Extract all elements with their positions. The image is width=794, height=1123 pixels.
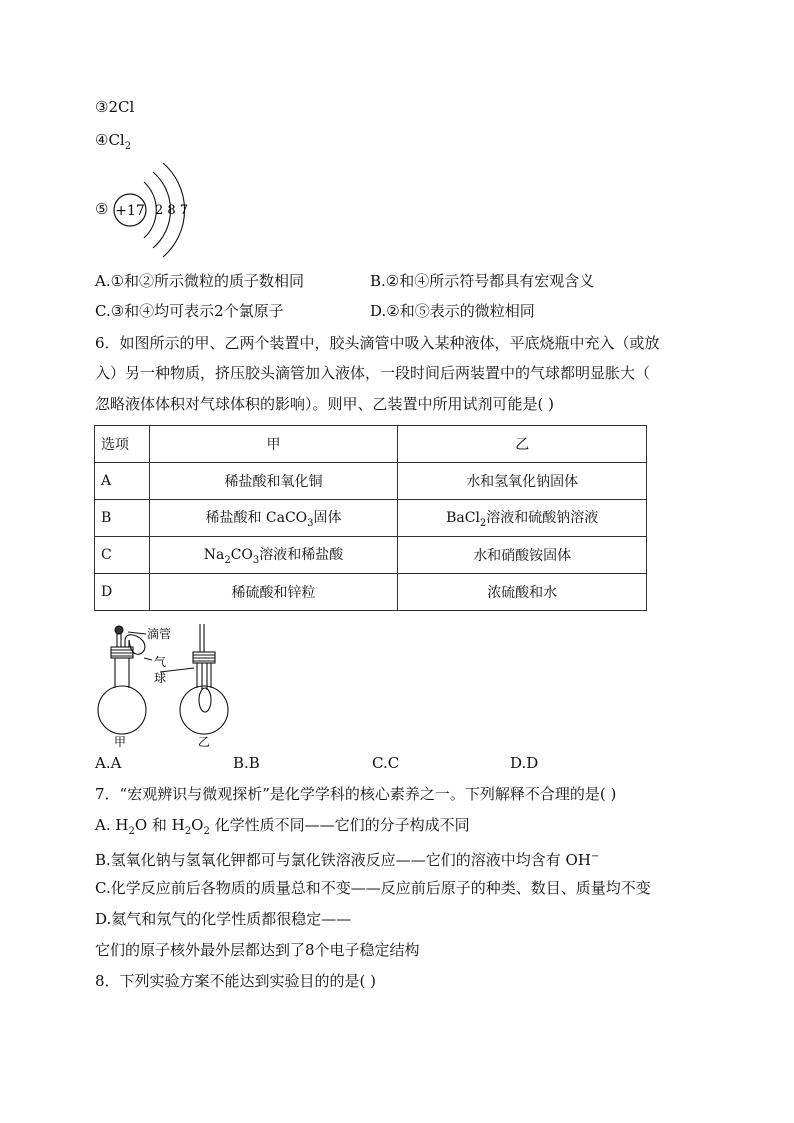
label-jia: 甲 xyxy=(114,735,127,749)
q8-stem: 8．下列实验方案不能达到实验目的的是( ) xyxy=(95,972,377,990)
nucleus-charge: +17 xyxy=(115,203,145,219)
row-a-yi: 水和氢氧化钠固体 xyxy=(398,463,647,500)
q6-options-table xyxy=(94,425,647,611)
table-header-row xyxy=(95,426,647,463)
row-c-option: C xyxy=(95,537,150,574)
table-row xyxy=(95,463,647,500)
q6-option-a: A.A xyxy=(95,754,122,772)
q7-option-b: B.氢氧化钠与氢氧化钾都可与氯化铁溶液反应——它们的溶液中均含有 OH− xyxy=(95,851,600,869)
table-row xyxy=(95,537,647,574)
row-b-option: B xyxy=(95,500,150,537)
q6-option-d: D.D xyxy=(510,754,539,772)
q7-option-d-line-1: D.氦气和氖气的化学性质都很稳定—— xyxy=(95,910,352,928)
item-4-subscript: 2 xyxy=(124,141,132,152)
q7-stem: 7．“宏观辨识与微观探析”是化学学科的核心素养之一。下列解释不合理的是( ) xyxy=(95,785,617,803)
apparatus-figure xyxy=(92,622,242,750)
q5-item-3 xyxy=(95,97,134,117)
q6-stem-line-1: 6．如图所示的甲、乙两个装置中，胶头滴管中吸入某种液体，平底烧瓶中充入（或放 xyxy=(95,334,660,352)
q5-item-5-mark: ⑤ xyxy=(95,200,109,218)
q7-option-a: A. $H_2O$ 和 $H_2O_2$ 化学性质不同——它们的分子构成不同 xyxy=(95,816,470,837)
circled-3: ③ xyxy=(95,98,109,116)
label-balloon-1: 气 xyxy=(154,655,167,669)
chlorine-atom-structure-diagram xyxy=(108,160,198,258)
row-d-yi: 浓硫酸和水 xyxy=(398,574,647,611)
row-b-jia: 稀盐酸和 CaCO$_3$固体 xyxy=(149,500,398,537)
q7-option-c: C.化学反应前后各物质的质量总和不变——反应前后原子的种类、数目、质量均不变 xyxy=(95,879,651,897)
q6-stem-line-3: 忽略液体体积对气球体积的影响）。则甲、乙装置中所用试剂可能是( ) xyxy=(95,395,554,413)
q7-option-d-line-2: 它们的原子核外最外层都达到了8个电子稳定结构 xyxy=(95,941,420,959)
row-c-yi: 水和硝酸铵固体 xyxy=(398,537,647,574)
flask-yi xyxy=(180,686,228,734)
q6-option-c: C.C xyxy=(372,754,400,772)
balloon-yi xyxy=(199,688,211,712)
row-d-jia: 稀硫酸和锌粒 xyxy=(149,574,398,611)
q5-item-4 xyxy=(95,130,131,157)
label-balloon-2: 球 xyxy=(154,671,167,685)
table-row xyxy=(95,574,647,611)
q6-stem-line-2: 入）另一种物质，挤压胶头滴管加入液体，一段时间后两装置中的气球都明显胀大（ xyxy=(95,364,651,382)
table-row xyxy=(95,500,647,537)
item-3-formula: 2Cl xyxy=(108,98,135,116)
q5-option-d: D.②和⑤表示的微粒相同 xyxy=(370,302,535,320)
item-4-formula: Cl xyxy=(108,131,125,149)
header-jia: 甲 xyxy=(149,426,398,463)
row-a-option: A xyxy=(95,463,150,500)
row-d-option: D xyxy=(95,574,150,611)
header-option: 选项 xyxy=(95,426,150,463)
q5-option-b: B.②和④所示符号都具有宏观含义 xyxy=(370,272,595,290)
row-b-yi: BaCl$_2$溶液和硫酸钠溶液 xyxy=(398,500,647,537)
flask-jia xyxy=(98,686,146,734)
header-yi: 乙 xyxy=(398,426,647,463)
label-yi: 乙 xyxy=(198,735,211,749)
q6-option-b: B.B xyxy=(233,754,260,772)
electron-shells: 2 8 7 xyxy=(155,203,189,218)
circled-4: ④ xyxy=(95,131,109,149)
dropper-bulb-jia xyxy=(115,626,123,634)
row-a-jia: 稀盐酸和氧化铜 xyxy=(149,463,398,500)
row-c-jia: $Na_2CO_3$溶液和稀盐酸 xyxy=(149,537,398,574)
q5-option-c: C.③和④均可表示2个氯原子 xyxy=(95,302,284,320)
label-dropper: 滴管 xyxy=(147,627,172,641)
q5-option-a: A.①和②所示微粒的质子数相同 xyxy=(95,272,305,290)
